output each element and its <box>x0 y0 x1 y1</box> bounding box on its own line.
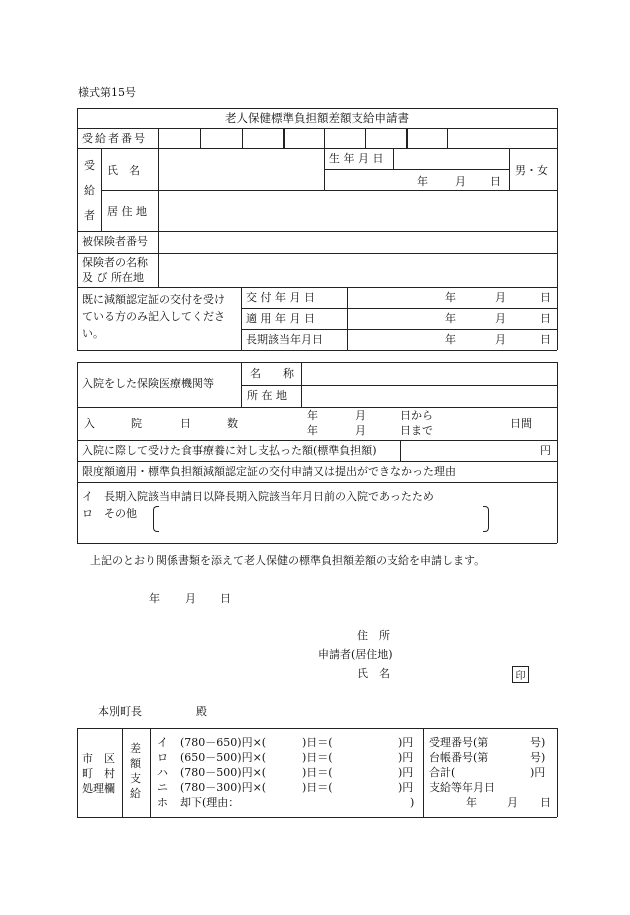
birth-date-label: 生 年 月 日 <box>329 152 384 165</box>
payment-date-label: 支給等年月日 <box>429 781 495 794</box>
calc-row-yen: )円 <box>398 751 414 764</box>
recipient-id-label: 受給者番号 <box>82 132 147 145</box>
admission-start-day: 日から <box>400 409 433 422</box>
apply-date-label: 適 用 年 月 日 <box>246 312 315 325</box>
calc-row-mark: ニ <box>157 781 168 794</box>
hospital-name-label: 名 称 <box>250 367 294 380</box>
payment-year-unit: 年 <box>466 796 477 809</box>
admission-end-day: 日まで <box>400 424 433 437</box>
admission-start-month: 月 <box>355 409 366 422</box>
seal-stamp: 印 <box>512 666 529 683</box>
recipient-side-char-2: 給 <box>84 184 95 197</box>
admission-start-year: 年 <box>307 409 318 422</box>
diff-label-char-4: 給 <box>130 787 141 800</box>
addressee-honorific: 殿 <box>196 705 207 718</box>
birth-month-unit: 月 <box>455 175 466 188</box>
calc-row-rate: (650－500)円×( <box>180 751 267 764</box>
reason-option-b[interactable]: ロ その他 <box>82 507 137 520</box>
calc-row-days: )日＝( <box>302 766 333 779</box>
birth-year-unit: 年 <box>417 175 428 188</box>
applicant-address-label: 住 所 <box>357 629 390 642</box>
insurer-label-line1: 保険者の名称 <box>82 256 148 269</box>
admission-end-month: 月 <box>355 424 366 437</box>
admission-label-char-1: 入 <box>84 417 95 430</box>
admission-label-char-3: 日 <box>180 417 191 430</box>
calc-row-rate: (780－300)円×( <box>180 781 267 794</box>
apply-year-unit: 年 <box>445 312 456 325</box>
receipt-number-label: 受理番号(第 <box>429 736 489 749</box>
certificate-note-line2: ている方のみ記入してくださ <box>82 310 225 323</box>
reason-label: 限度額適用・標準負担額減額認定証の交付申請又は提出ができなかった理由 <box>82 465 456 478</box>
calc-row-mark: ロ <box>157 751 168 764</box>
reason-option-a[interactable]: イ 長期入院該当申請日以降長期入院該当年月日前の入院であったため <box>82 490 434 503</box>
admission-label-char-2: 院 <box>131 417 142 430</box>
certificate-note-line3: い。 <box>82 327 104 340</box>
office-label-line3: 処理欄 <box>82 782 115 795</box>
declaration-text: 上記のとおり関係書類を添えて老人保健の標準負担額差額の支給を申請します。 <box>90 554 486 567</box>
reject-text: 却下(理由： <box>180 796 240 809</box>
receipt-number-suffix: 号) <box>530 736 546 749</box>
apply-day-unit: 日 <box>540 312 551 325</box>
payment-month-unit: 月 <box>507 796 518 809</box>
date-year-unit: 年 <box>149 592 160 605</box>
calc-row-days: )日＝( <box>302 751 333 764</box>
form-title: 老人保健標準負担額差額支給申請書 <box>225 111 409 125</box>
applicant-label: 申請者(居住地) <box>318 648 393 661</box>
calc-row-yen: )円 <box>398 766 414 779</box>
long-term-year-unit: 年 <box>445 333 456 346</box>
calc-row-rate: (780－650)円×( <box>180 736 267 749</box>
calc-row-days: )日＝( <box>302 781 333 794</box>
recipient-address-label: 居 住 地 <box>107 205 147 218</box>
office-label-line1: 市 区 <box>82 752 115 765</box>
reject-close: ) <box>410 796 415 809</box>
admission-days-unit: 日間 <box>510 417 532 430</box>
recipient-side-char-1: 受 <box>84 159 95 172</box>
birth-day-unit: 日 <box>490 175 501 188</box>
addressee-title: 本別町長 <box>98 705 142 718</box>
calc-row-mark: ハ <box>157 766 168 779</box>
diff-label-char-3: 支 <box>130 772 141 785</box>
hospital-label: 入院をした保険医療機関等 <box>82 377 214 390</box>
calc-row-yen: )円 <box>398 736 414 749</box>
apply-month-unit: 月 <box>495 312 506 325</box>
date-month-unit: 月 <box>185 592 196 605</box>
calc-row-rate: (780－500)円×( <box>180 766 267 779</box>
reject-mark: ホ <box>157 796 168 809</box>
calc-row-yen: )円 <box>398 781 414 794</box>
calc-row-days: )日＝( <box>302 736 333 749</box>
certificate-note-line1: 既に減額認定証の交付を受け <box>82 293 225 306</box>
admission-label-char-4: 数 <box>227 417 238 430</box>
meal-payment-label: 入院に際して受けた食事療養に対し支払った額(標準負担額) <box>82 444 377 457</box>
long-term-month-unit: 月 <box>495 333 506 346</box>
total-label: 合計( <box>429 766 456 779</box>
diff-label-char-1: 差 <box>130 742 141 755</box>
long-term-date-label: 長期該当年月日 <box>246 333 323 346</box>
total-suffix: )円 <box>530 766 546 779</box>
diff-label-char-2: 額 <box>130 757 141 770</box>
form-number: 様式第15号 <box>78 86 136 99</box>
reason-bracket-right <box>483 506 489 532</box>
payment-day-unit: 日 <box>540 796 551 809</box>
hospital-address-label: 所 在 地 <box>247 389 287 402</box>
office-label-line2: 町 村 <box>82 767 115 780</box>
meal-payment-unit: 円 <box>540 444 551 457</box>
issue-year-unit: 年 <box>445 291 456 304</box>
reason-bracket-left <box>153 506 159 532</box>
admission-end-year: 年 <box>307 424 318 437</box>
calc-row-mark: イ <box>157 736 168 749</box>
issue-date-label: 交 付 年 月 日 <box>246 291 315 304</box>
gender-choice[interactable]: 男・女 <box>515 164 548 177</box>
ledger-number-label: 台帳番号(第 <box>429 751 489 764</box>
issue-day-unit: 日 <box>540 291 551 304</box>
date-day-unit: 日 <box>220 592 231 605</box>
insurer-label-line2: 及 び 所在地 <box>82 271 144 284</box>
recipient-name-label: 氏 名 <box>107 164 140 177</box>
long-term-day-unit: 日 <box>540 333 551 346</box>
insured-number-label: 被保険者番号 <box>82 235 148 248</box>
issue-month-unit: 月 <box>495 291 506 304</box>
recipient-side-char-3: 者 <box>84 209 95 222</box>
ledger-number-suffix: 号) <box>530 751 546 764</box>
applicant-name-label: 氏 名 <box>357 667 390 680</box>
